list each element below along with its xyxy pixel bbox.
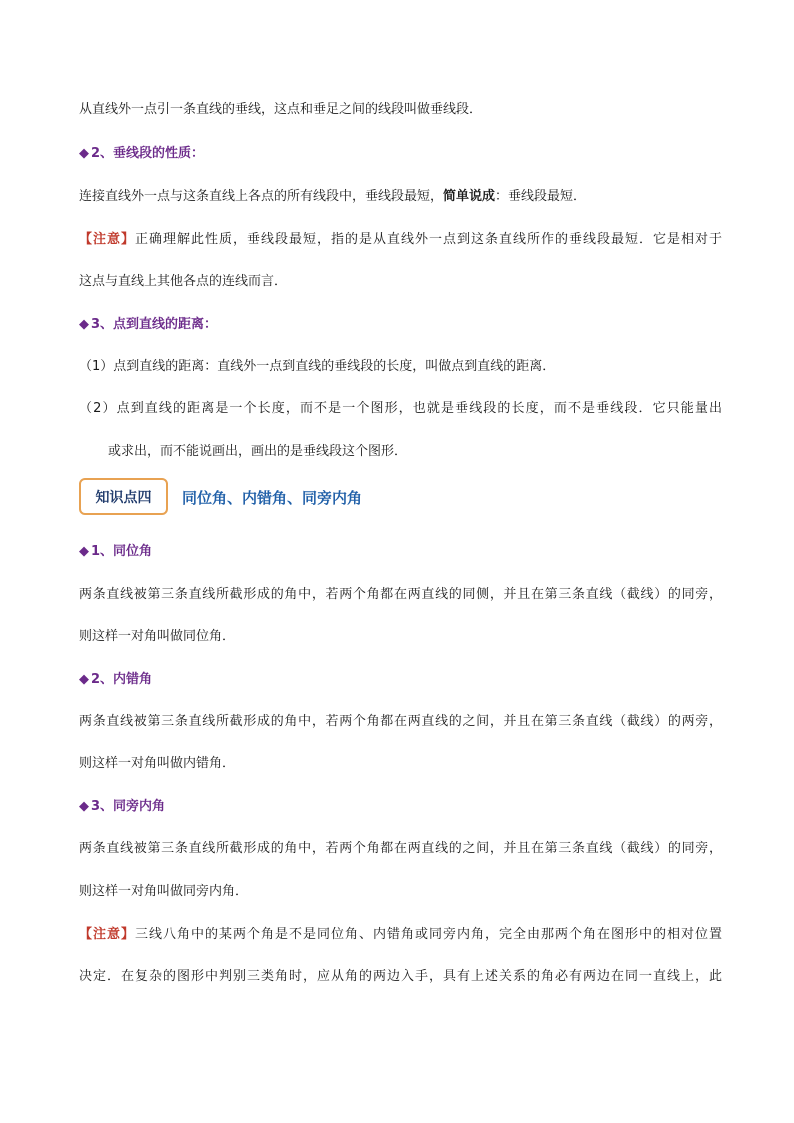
section-heading-corresponding-angles: [79, 543, 152, 561]
text: 则这样一对角叫做同位角．: [79, 629, 236, 644]
note-paragraph-1: [79, 231, 722, 249]
text: 正确理解此性质，垂线段最短，指的是从直线外一点到这条直线所作的垂线段最短．它是相对于: [135, 232, 722, 247]
bold-text: 简单说成: [443, 189, 496, 204]
paragraph-corresponding-angles-continued: [79, 628, 235, 646]
text: 两条直线被第三条直线所截形成的角中，若两个角都在两直线的同侧，并且在第三条直线（截线）的同旁，: [79, 587, 722, 602]
text: 从直线外一点引一条直线的垂线，这点和垂足之间的线段叫做垂线段．: [79, 102, 483, 117]
heading-text: 3、同旁内角: [91, 799, 166, 814]
note-paragraph-2: [79, 926, 722, 944]
paragraph-perpendicular-definition: [79, 101, 482, 119]
text: 三线八角中的某两个角是不是同位角、内错角或同旁内角，完全由那两个角在图形中的相对位置: [135, 927, 722, 942]
paragraph-corresponding-angles: [79, 586, 722, 604]
knowledge-point-badge: 知识点四: [79, 478, 168, 515]
text: 则这样一对角叫做内错角．: [79, 756, 236, 771]
paragraph-shortest-segment: [79, 188, 586, 206]
text: 两条直线被第三条直线所截形成的角中，若两个角都在两直线的之间，并且在第三条直线（截线）的两旁，: [79, 714, 722, 729]
heading-text: 2、内错角: [91, 672, 153, 687]
section-heading-distance: [79, 316, 217, 334]
heading-text: 2、垂线段的性质：: [91, 146, 205, 161]
numbered-item-1: [79, 358, 555, 376]
text: 这点与直线上其他各点的连线而言．: [79, 274, 288, 289]
diamond-bullet-icon: ◆: [79, 317, 89, 332]
paragraph-alternate-interior-angles-continued: [79, 755, 235, 773]
text: ：垂线段最短．: [495, 189, 587, 204]
numbered-item-2-continued: [108, 443, 407, 461]
diamond-bullet-icon: ◆: [79, 799, 89, 814]
note-tag: 【注意】: [79, 232, 135, 247]
heading-text: 1、同位角: [91, 544, 153, 559]
paragraph-same-side-interior-angles: [79, 840, 722, 858]
numbered-item-2: [79, 400, 722, 418]
text: （1）点到直线的距离：直线外一点到直线的垂线段的长度，叫做点到直线的距离．: [79, 359, 556, 374]
text: 连接直线外一点与这条直线上各点的所有线段中，垂线段最短，: [79, 189, 444, 204]
text: 决定．在复杂的图形中判别三类角时，应从角的两边入手，具有上述关系的角必有两边在同一直线上，此: [79, 969, 722, 984]
note-tag: 【注意】: [79, 927, 135, 942]
diamond-bullet-icon: ◆: [79, 672, 89, 687]
section-heading-same-side-interior-angles: [79, 798, 165, 816]
text: 则这样一对角叫做同旁内角．: [79, 884, 249, 899]
knowledge-point-title: 同位角、内错角、同旁内角: [182, 489, 363, 507]
section-heading-alternate-interior-angles: [79, 671, 152, 689]
diamond-bullet-icon: ◆: [79, 544, 89, 559]
text: 或求出，而不能说画出，画出的是垂线段这个图形．: [108, 444, 408, 459]
text: （2）点到直线的距离是一个长度，而不是一个图形，也就是垂线段的长度，而不是垂线段．它只能量出: [79, 401, 722, 416]
note-paragraph-2-continued: [79, 968, 722, 986]
section-heading-perpendicular-property: [79, 145, 204, 163]
paragraph-alternate-interior-angles: [79, 713, 722, 731]
diamond-bullet-icon: ◆: [79, 146, 89, 161]
paragraph-same-side-interior-angles-continued: [79, 883, 248, 901]
note-paragraph-1-continued: [79, 273, 287, 291]
text: 两条直线被第三条直线所截形成的角中，若两个角都在两直线的之间，并且在第三条直线（截线）的同旁，: [79, 841, 722, 856]
heading-text: 3、点到直线的距离：: [91, 317, 218, 332]
